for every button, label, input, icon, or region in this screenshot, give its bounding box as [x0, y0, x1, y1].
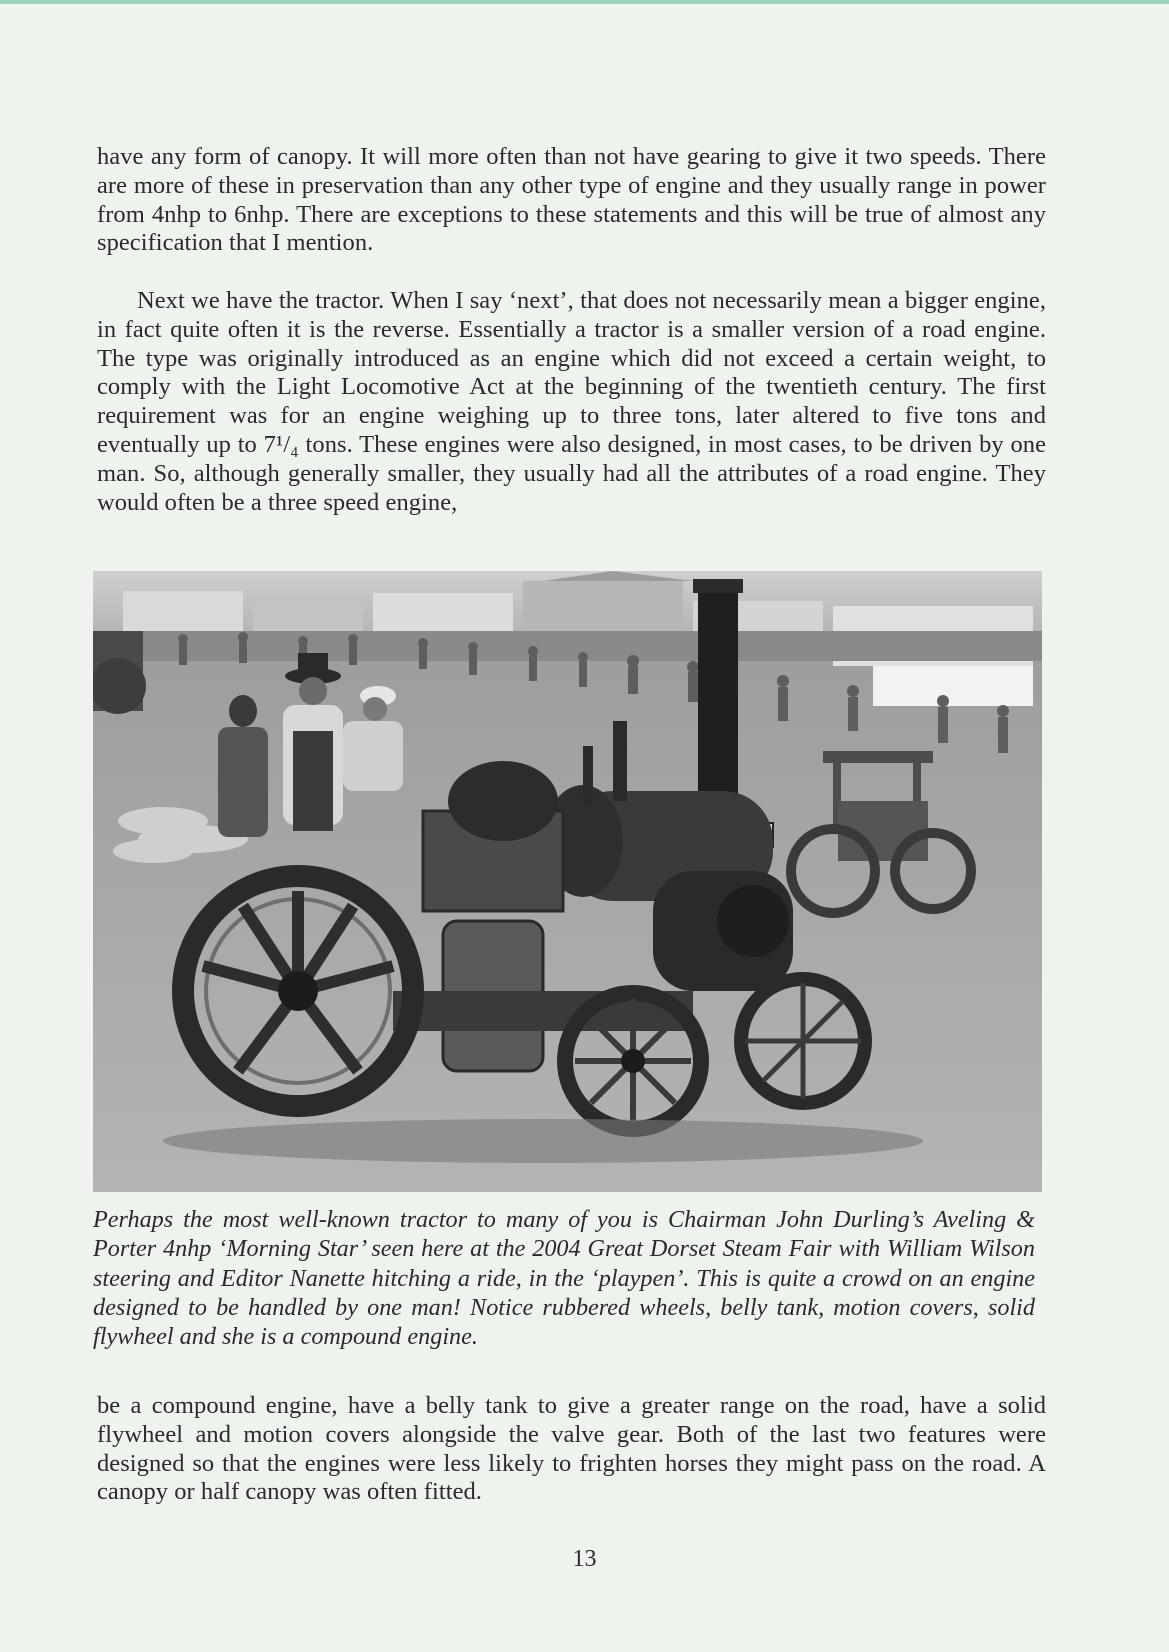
paragraph-1: have any form of canopy. It will more often than not have gearing to give it two speeds. There are more of these in preservation than any other type of engine and they usually range in power from 4nhp to 6nhp. There are exceptions to these statements and this will be true of almost any specification that I mention. — [97, 143, 1046, 257]
distant-engine-left — [93, 631, 146, 714]
photo-caption: Perhaps the most well-known tractor to many of you is Chairman John Durling’s Aveling & Porter 4nhp ‘Morning Star’ seen here at the 2004 Great Dorset Steam Fair with William Wilson steering and Editor Nanette hitching a ride, in the ‘playpen’. This is quite a crowd on an engine designed to be handled by one man! Notice rubbered wheels, belly tank, motion covers, solid flywheel and she is a compound engine. — [93, 1206, 1035, 1351]
paragraph-3: be a compound engine, have a belly tank to give a greater range on the road, have a solid flywheel and motion covers alongside the valve gear. Both of the last two features were designed so that the engines were less likely to frighten horses they might pass on the road. A canopy or half canopy was often fitted. — [97, 1392, 1046, 1506]
photo-illustration — [93, 571, 1042, 1192]
paragraph-2: Next we have the tractor. When I say ‘next’, that does not necessarily mean a bigger engine, in fact quite often it is the reverse. Essentially a tractor is a smaller version of a road engine. The type was originally introduced as an engine which did not exceed a certain weight, to comply with the Light Locomotive Act at the beginning of the twentieth century. The first requirement was for an engine weighing up to three tons, later altered to five tons and eventually up to 7¹/₄ tons. These engines were also designed, in most cases, to be driven by one man. So, although generally smaller, they usually had all the attributes of a road engine. They would often be a three speed engine, — [97, 287, 1046, 516]
steam-tractor-photo — [93, 571, 1042, 1192]
page-number: 13 — [572, 1546, 597, 1572]
